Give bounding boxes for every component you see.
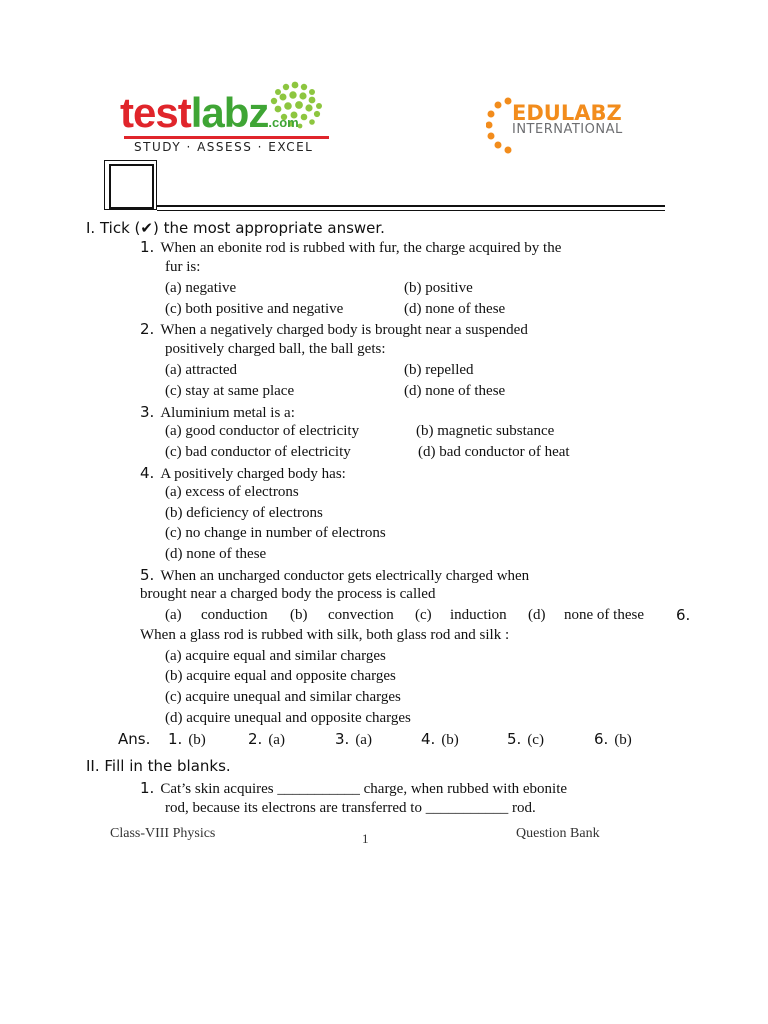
question-4-option-d[interactable]: (d) none of these [165, 546, 267, 562]
footer-left: Class-VIII Physics [110, 826, 216, 841]
question-5-option-a[interactable]: conduction [201, 607, 268, 623]
answer-6: 6. (b) [594, 730, 632, 748]
fill-question-1-number: 1. [140, 779, 155, 797]
question-5-option-c-label[interactable]: (c) [415, 607, 432, 623]
question-5-number: 5. [140, 566, 155, 584]
question-4-option-c[interactable]: (c) no change in number of electrons [165, 525, 386, 541]
header-rule-thin [157, 210, 665, 211]
question-5-option-d-label[interactable]: (d) [528, 607, 546, 623]
question-1-option-d[interactable]: (d) none of these [404, 301, 506, 317]
testlabz-word-test: test [120, 89, 191, 136]
question-6-option-d[interactable]: (d) acquire unequal and opposite charges [165, 710, 411, 726]
question-1-option-a[interactable]: (a) negative [165, 280, 237, 296]
question-3-option-d[interactable]: (d) bad conductor of heat [418, 444, 570, 460]
section2-heading: II. Fill in the blanks. [86, 757, 231, 775]
testlabz-tagline: STUDY · ASSESS · EXCEL [134, 140, 314, 154]
edulabz-sub: INTERNATIONAL [512, 122, 623, 137]
question-6-option-c[interactable]: (c) acquire unequal and similar charges [165, 689, 401, 705]
question-3-option-a[interactable]: (a) good conductor of electricity [165, 423, 360, 439]
question-6-option-b[interactable]: (b) acquire equal and opposite charges [165, 668, 396, 684]
question-3 [140, 403, 295, 422]
section1-heading: I. Tick (✔) the most appropriate answer. [86, 219, 385, 237]
header-rule [157, 205, 665, 207]
question-6-option-a[interactable]: (a) acquire equal and similar charges [165, 648, 386, 664]
question-2-option-d[interactable]: (d) none of these [404, 383, 506, 399]
answer-4: 4. (b) [421, 730, 459, 748]
footer-page-number: 1 [362, 831, 369, 846]
fill-question-1 [140, 779, 567, 798]
question-2-text: When a negatively charged body is brought near a suspended [160, 322, 528, 338]
question-4-option-b[interactable]: (b) deficiency of electrons [165, 505, 323, 521]
question-2 [140, 320, 528, 339]
question-4 [140, 464, 346, 483]
question-3-number: 3. [140, 403, 155, 421]
answer-3: 3. (a) [335, 730, 372, 748]
fill-question-1-text-cont: rod, because its electrons are transferred to ___________ rod. [165, 800, 536, 816]
question-1-number: 1. [140, 238, 155, 256]
answer-2: 2. (a) [248, 730, 285, 748]
question-5-option-c[interactable]: induction [450, 607, 507, 623]
question-4-option-a[interactable]: (a) excess of electrons [165, 484, 299, 500]
edulabz-word-labz: LABZ [560, 101, 622, 125]
question-1-text-cont: fur is: [165, 259, 201, 275]
question-3-option-b[interactable]: (b) magnetic substance [416, 423, 555, 439]
question-1-option-c[interactable]: (c) both positive and negative [165, 301, 344, 317]
question-5 [140, 566, 529, 585]
testlabz-suffix: .com [268, 115, 299, 130]
question-4-number: 4. [140, 464, 155, 482]
question-4-text: A positively charged body has: [160, 466, 346, 482]
question-2-option-c[interactable]: (c) stay at same place [165, 383, 295, 399]
question-1-option-b[interactable]: (b) positive [404, 280, 473, 296]
question-1 [140, 238, 561, 257]
answer-5: 5. (c) [507, 730, 544, 748]
question-1-text: When an ebonite rod is rubbed with fur, the charge acquired by the [160, 240, 562, 256]
question-5-text: When an uncharged conductor gets electrically charged when [160, 568, 530, 584]
testlabz-logo [120, 78, 335, 158]
edulabz-logo [486, 96, 656, 156]
question-5-option-d[interactable]: none of these [564, 607, 644, 623]
edulabz-dots-icon [486, 96, 514, 156]
footer-right: Question Bank [516, 826, 600, 841]
answers-label: Ans. [118, 730, 151, 748]
question-2-number: 2. [140, 320, 155, 338]
fill-question-1-text: Cat’s skin acquires ___________ charge, when rubbed with ebonite [160, 781, 568, 797]
edulabz-word-edu: EDU [512, 101, 561, 125]
question-2-option-a[interactable]: (a) attracted [165, 362, 238, 378]
question-6-number: 6. [676, 606, 691, 624]
question-3-option-c[interactable]: (c) bad conductor of electricity [165, 444, 351, 460]
question-2-option-b[interactable]: (b) repelled [404, 362, 474, 378]
question-2-text-cont: positively charged ball, the ball gets: [165, 341, 386, 357]
question-5-option-b[interactable]: convection [328, 607, 394, 623]
question-5-option-b-label[interactable]: (b) [290, 607, 308, 623]
testlabz-word-labz: labz [190, 89, 269, 136]
question-5-text-cont: brought near a charged body the process is called [140, 586, 436, 602]
header-checkbox-inner [109, 164, 154, 209]
question-5-option-a-label[interactable]: (a) [165, 607, 182, 623]
answer-1: 1. (b) [168, 730, 206, 748]
question-3-text: Aluminium metal is a: [160, 405, 295, 421]
question-6-text: When a glass rod is rubbed with silk, both glass rod and silk : [140, 627, 510, 643]
